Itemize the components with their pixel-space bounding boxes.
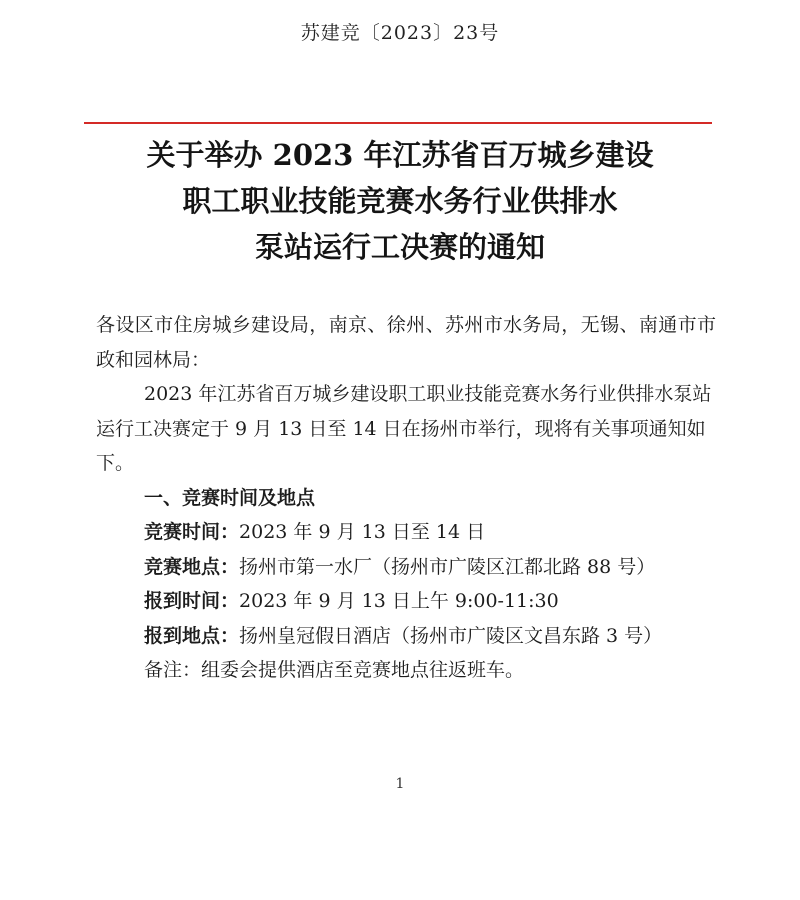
- section-heading-1: 一、竞赛时间及地点: [144, 486, 316, 509]
- document-title: [60, 132, 740, 270]
- info-key: 竞赛时间：: [144, 521, 240, 543]
- note-paragraph: 备注：组委会提供酒店至竞赛地点往返班车。: [144, 659, 525, 681]
- info-value: 2023 年 9 月 13 日上午 9:00-11:30: [239, 590, 559, 612]
- addressee-paragraph: 各设区市住房城乡建设局，南京、徐州、苏州市水务局，无锡、南通市市政和园林局：: [96, 314, 716, 371]
- page-number: 1: [395, 776, 405, 792]
- info-value: 扬州皇冠假日酒店（扬州市广陵区文昌东路 3 号）: [239, 624, 663, 647]
- title-line-3: 泵站运行工决赛的通知: [254, 230, 545, 264]
- title-line-2: 职工职业技能竞赛水务行业供排水: [182, 184, 618, 218]
- info-key: 报到地点：: [144, 624, 240, 647]
- document-number: 苏建竞〔2023〕23号: [300, 22, 500, 44]
- info-key: 报到时间：: [144, 590, 240, 612]
- document-body: [96, 308, 716, 688]
- info-row-checkin-venue: [96, 619, 716, 654]
- info-value: 扬州市第一水厂（扬州市广陵区江都北路 88 号）: [239, 555, 656, 578]
- info-row-competition-venue: [96, 550, 716, 585]
- info-row-checkin-time: [96, 584, 716, 619]
- red-header-rule: [84, 122, 712, 124]
- info-row-competition-time: [96, 515, 716, 550]
- info-key: 竞赛地点：: [144, 555, 240, 578]
- info-value: 2023 年 9 月 13 日至 14 日: [239, 521, 486, 543]
- title-line-1: 关于举办 2023 年江苏省百万城乡建设: [146, 138, 654, 172]
- intro-paragraph: 2023 年江苏省百万城乡建设职工职业技能竞赛水务行业供排水泵站运行工决赛定于 9 月 13 日至 14 日在扬州市举行，现将有关事项通知如下。: [96, 383, 712, 474]
